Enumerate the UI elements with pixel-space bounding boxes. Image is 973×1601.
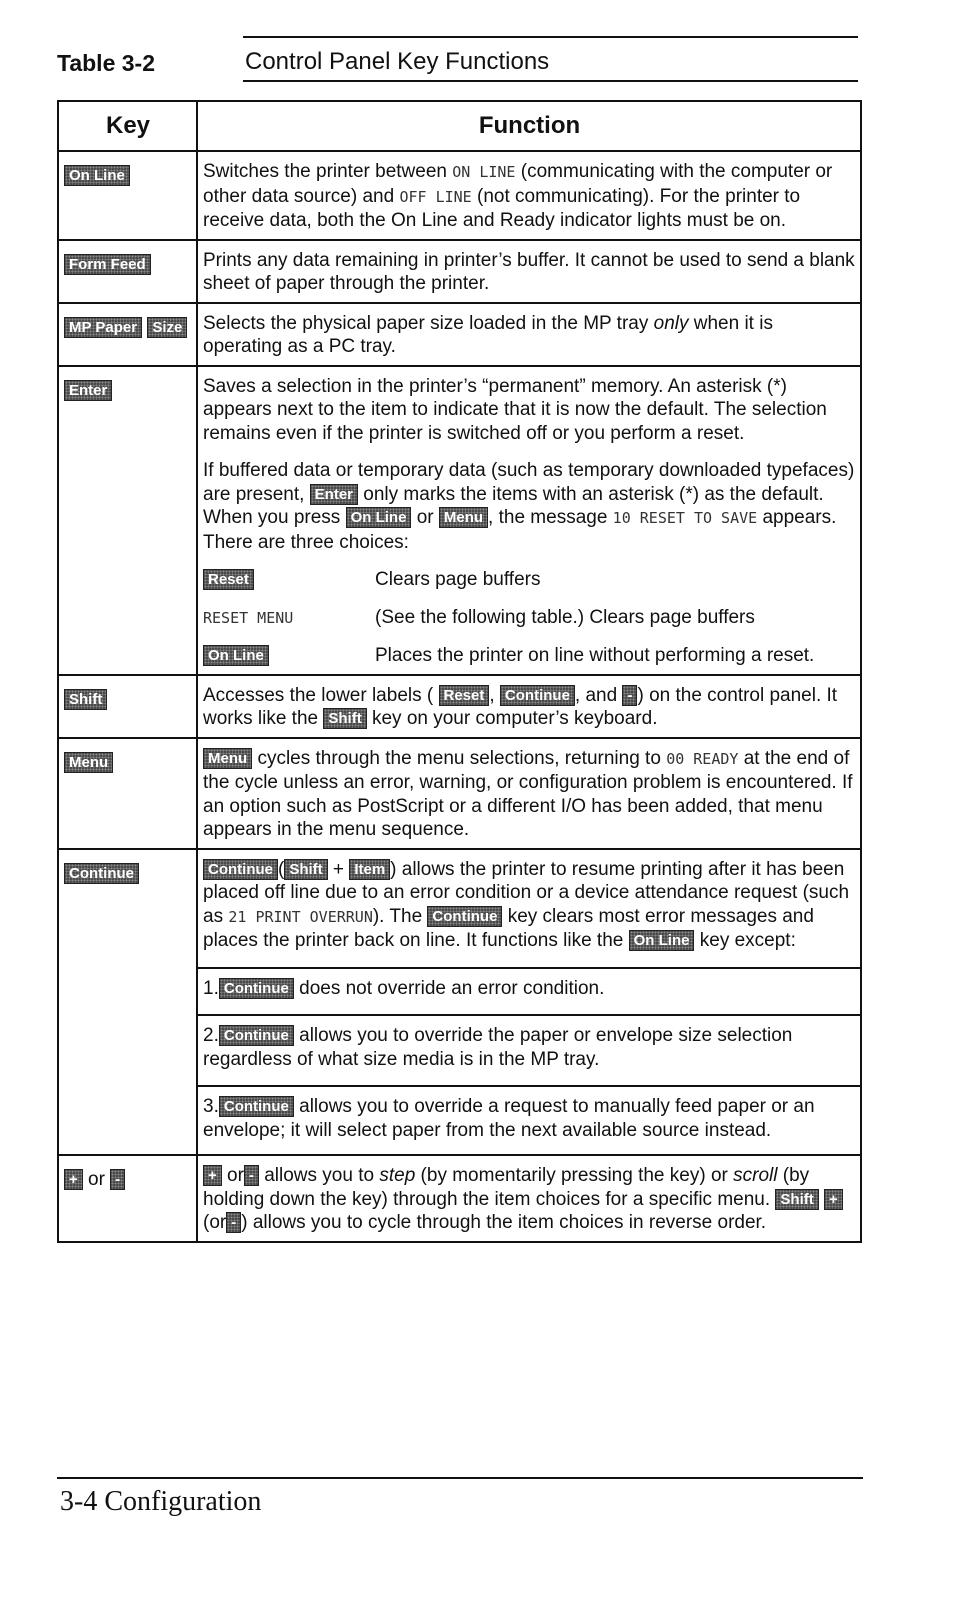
function-cell <box>197 849 861 1156</box>
table-row <box>58 849 861 1156</box>
function-paragraph <box>203 312 856 359</box>
choice-description: Clears page buffers <box>375 569 541 590</box>
text: or <box>82 1169 111 1190</box>
key-cap-icon: Continue <box>203 859 278 880</box>
text: or <box>411 507 439 528</box>
function-cell <box>197 1155 861 1242</box>
text: ) on the control panel. It works like the <box>203 684 838 729</box>
table-number: Table 3-2 <box>57 50 155 76</box>
display-message: 10 RESET TO SAVE <box>612 509 758 527</box>
key-cell <box>58 151 197 240</box>
key-cap-icon: Continue <box>219 1096 294 1117</box>
function-paragraph <box>203 747 856 842</box>
key-cap-icon: On Line <box>346 507 412 528</box>
page-footer: 3-4 Configuration <box>60 1486 262 1517</box>
text: key on your computer’s keyboard. <box>366 708 658 729</box>
text: allows you to override a request to manually feed paper or an envelope; it will select paper from the next available source instead. <box>203 1096 815 1141</box>
key-cell <box>58 303 197 366</box>
function-cell <box>197 303 861 366</box>
key-cap-icon: Continue <box>500 685 575 706</box>
key-cap-icon: Shift <box>284 859 327 880</box>
text: Prints any data remaining in printer’s buffer. It cannot be used to send a blank sheet of paper through the printer. <box>203 249 855 294</box>
table-row <box>58 151 861 240</box>
display-message: ON LINE <box>452 163 516 181</box>
text: (communicating with the computer or other data source) and <box>203 161 833 207</box>
choice-item <box>203 644 856 668</box>
key-cap-icon: + <box>64 1169 83 1190</box>
choice-key <box>203 606 375 631</box>
choice-key <box>203 568 375 592</box>
text: when it is operating as a PC tray. <box>203 312 773 357</box>
key-cell <box>58 1155 197 1242</box>
text: Switches the printer between <box>203 161 453 182</box>
key-cap-icon: Continue <box>64 863 139 884</box>
text: ). The <box>372 905 428 927</box>
display-message: RESET MENU <box>203 608 294 627</box>
key-cap-icon: Enter <box>310 484 358 505</box>
exception-item <box>198 1014 860 1077</box>
exception-item <box>198 1085 860 1148</box>
header-rule-top <box>243 36 858 38</box>
key-cap-icon: On Line <box>64 165 130 186</box>
key-cap-icon: Menu <box>203 748 252 769</box>
key-cap-icon: + <box>203 1165 222 1186</box>
text: Saves a selection in the printer’s “permanent” memory. An asterisk (*) appears next to the item to indicate that it is now the default. The selection remains even if the printer is switched off or you perform a reset. <box>203 375 827 444</box>
key-cell <box>58 366 197 675</box>
text: , and <box>574 684 623 706</box>
key-cap-icon: On Line <box>629 930 695 951</box>
table-row <box>58 366 861 675</box>
key-cap-icon: Shift <box>323 708 366 729</box>
key-cell <box>58 738 197 849</box>
function-cell <box>197 151 861 240</box>
key-cap-icon: - <box>226 1212 241 1233</box>
function-paragraph <box>203 684 856 731</box>
table-title: Control Panel Key Functions <box>245 48 550 75</box>
text: only marks the items with an asterisk (*) as the default. When you press <box>203 483 824 528</box>
function-paragraph <box>203 858 856 953</box>
text: , <box>489 684 500 706</box>
text: at the end of the cycle unless an error, warning, or configuration problem is encountered. If an option such as PostScript or a different I/O has been added, that menu appears in the menu sequence. <box>203 747 853 840</box>
key-cap-icon: Menu <box>64 752 113 773</box>
key-cap-icon: Shift <box>775 1189 818 1210</box>
function-cell <box>197 675 861 738</box>
text: ) allows the printer to resume printing after it has been placed off line due to an error condition or a device attendance request (such as <box>203 858 850 927</box>
text: appears. There are three choices: <box>203 507 837 553</box>
function-cell <box>197 738 861 849</box>
key-cap-icon: Enter <box>64 380 112 401</box>
text: If buffered data or temporary data (such as temporary downloaded typefaces) are present, <box>203 460 855 505</box>
text: or <box>221 1165 244 1186</box>
key-cap-icon: Menu <box>439 507 488 528</box>
key-cap-icon: Item <box>349 859 390 880</box>
text: ( <box>278 858 285 880</box>
exception-item <box>198 967 860 1007</box>
text: (by holding down the key) through the item choices for a specific menu. <box>203 1165 810 1210</box>
key-cap-icon: + <box>824 1189 843 1210</box>
display-message: 21 PRINT OVERRUN <box>228 907 373 926</box>
key-cap-icon: - <box>110 1169 125 1190</box>
text: ) allows you to cycle through the item choices in reverse order. <box>241 1212 767 1233</box>
table-row <box>58 738 861 849</box>
text: Selects the physical paper size loaded in the MP tray <box>203 312 654 334</box>
text: (or <box>203 1212 227 1233</box>
text: Accesses the lower labels ( <box>203 684 439 706</box>
table-row <box>58 240 861 303</box>
text: , the message <box>488 507 613 528</box>
key-cap-icon: - <box>244 1165 259 1186</box>
key-cell <box>58 849 197 1156</box>
key-cap-icon: On Line <box>203 645 269 666</box>
text: key except: <box>694 930 796 951</box>
column-header-key: Key <box>58 101 197 151</box>
display-message: OFF LINE <box>399 187 472 206</box>
key-cap-icon: - <box>622 685 637 706</box>
text: cycles through the menu selections, returning to <box>252 747 667 769</box>
key-cap-icon: Continue <box>219 978 294 999</box>
key-cap-icon: Continue <box>427 906 502 927</box>
choice-key <box>203 644 375 668</box>
text: 1. <box>203 977 219 999</box>
key-cell <box>58 675 197 738</box>
table-row <box>58 675 861 738</box>
header-rule <box>243 80 858 82</box>
key-functions-table <box>57 100 862 1243</box>
choice-description: Places the printer on line without performing a reset. <box>375 645 815 666</box>
function-paragraph <box>203 1164 856 1235</box>
emphasis-text: only <box>653 312 689 334</box>
column-header-function: Function <box>197 101 861 151</box>
footer-rule <box>57 1477 863 1479</box>
text: (not communicating). For the printer to receive data, both the On Line and Ready indicator lights must be on. <box>203 185 801 231</box>
choice-item <box>203 606 856 631</box>
key-cap-icon: MP Paper <box>64 317 142 338</box>
text: key clears most error messages and places the printer back on line. It functions like the <box>203 905 814 951</box>
text: (by momentarily pressing the key) or <box>415 1165 734 1186</box>
key-cell <box>58 240 197 303</box>
function-paragraph <box>203 459 856 554</box>
key-cap-icon: Reset <box>203 569 254 590</box>
emphasis-text: scroll <box>733 1165 778 1186</box>
table-row <box>58 303 861 366</box>
choice-item <box>203 568 856 592</box>
key-cap-icon: Continue <box>219 1025 294 1046</box>
text: 2. <box>203 1025 219 1046</box>
table-row <box>58 1155 861 1242</box>
function-cell <box>197 240 861 303</box>
text: 3. <box>203 1096 219 1117</box>
text: allows you to <box>258 1165 380 1186</box>
choice-description: (See the following table.) Clears page buffers <box>375 606 755 628</box>
function-cell <box>197 366 861 675</box>
text: does not override an error condition. <box>293 977 605 999</box>
key-cap-icon: Size <box>147 317 187 338</box>
function-paragraph <box>203 160 856 233</box>
emphasis-text: step <box>379 1165 416 1186</box>
text: + <box>327 858 350 880</box>
function-paragraph <box>203 249 856 296</box>
key-cap-icon: Shift <box>64 689 107 710</box>
text: allows you to override the paper or envelope size selection regardless of what size media is in the MP tray. <box>203 1025 793 1070</box>
key-cap-icon: Form Feed <box>64 254 151 275</box>
function-paragraph <box>203 375 856 446</box>
key-cap-icon: Reset <box>439 685 490 706</box>
display-message: 00 READY <box>666 749 739 768</box>
